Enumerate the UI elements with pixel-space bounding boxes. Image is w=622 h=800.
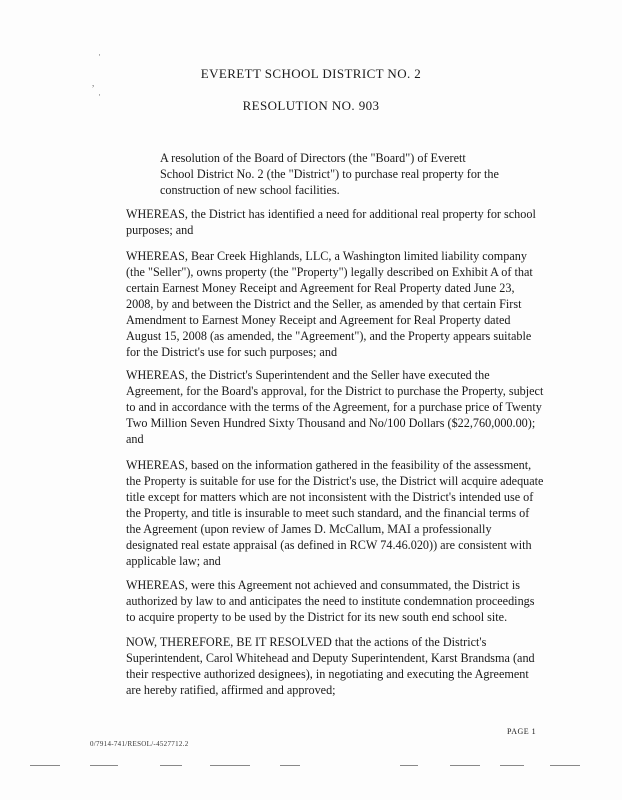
whereas-paragraph-3 (88, 367, 544, 447)
scan-speck: · (98, 50, 101, 60)
district-title: EVERETT SCHOOL DISTRICT NO. 2 (200, 66, 422, 81)
whereas-paragraph-1 (88, 206, 544, 238)
resolved-paragraph (88, 634, 544, 698)
paragraph-text: WHEREAS, Bear Creek Highlands, LLC, a Washington limited liability company (the "Seller"), owns property (the "Property") legally described on Exhibit A of that certain Earnest Money Receipt and Agreement for Real Property dated June 23, 2008, by and between the District and the Seller, as amended by that certain First Amendment to Earnest Money Receipt and Agreement for Real Property dated August 15, 2008 (as amended, the "Agreement"), and the Property appears suitable for the District's use for such purposes; and (126, 249, 533, 359)
document-id: 0/7914-741/RESOL/-4527712.2 (90, 740, 189, 748)
whereas-paragraph-4 (88, 457, 544, 569)
paragraph-text: WHEREAS, the District's Superintendent and the Seller have executed the Agreement, for the Board's approval, for the District to purchase the Property, subject to and in accordance with the terms of the Agreement, for a purchase price of Twenty Two Million Seven Hundred Sixty Thousand and No/100 Dollars ($22,760,000.00); and (126, 368, 544, 446)
whereas-paragraph-2 (88, 248, 544, 360)
scan-speck: · (98, 90, 101, 100)
paragraph-text: WHEREAS, based on the information gathered in the feasibility of the assessment, the Property is suitable for use for the District's use, the District will acquire adequate title except for matters which are not inconsistent with the District's intended use of the Property, and title is insurable to meet such standard, and the financial terms of the Agreement (upon review of James D. McCallum, MAI a professionally designated real estate appraisal (as defined in RCW 74.46.020)) are consistent with applicable law; and (126, 458, 544, 568)
scan-speck: , (92, 78, 95, 88)
paragraph-text: WHEREAS, were this Agreement not achieved and consummated, the District is authorized by law to and anticipates the need to institute condemnation proceedings to acquire property to be used by the District for its new south end school site. (126, 578, 535, 624)
scan-footer-marks (30, 765, 590, 767)
whereas-paragraph-5 (88, 577, 544, 625)
paragraph-text: NOW, THEREFORE, BE IT RESOLVED that the actions of the District's Superintendent, Carol Whitehead and Deputy Superintendent, Karst Brandsma (and their respective authorized designees), in negotiating and executing the Agreement are hereby ratified, affirmed and approved; (126, 635, 535, 697)
page-number: PAGE 1 (507, 727, 537, 736)
paragraph-text: WHEREAS, the District has identified a need for additional real property for school purposes; and (126, 207, 536, 237)
resolution-number: RESOLUTION NO. 903 (242, 98, 380, 113)
resolution-intro: A resolution of the Board of Directors (the "Board") of Everett School District No. 2 (the "District") to purchase real property for the construction of new school facilities. (160, 151, 499, 197)
